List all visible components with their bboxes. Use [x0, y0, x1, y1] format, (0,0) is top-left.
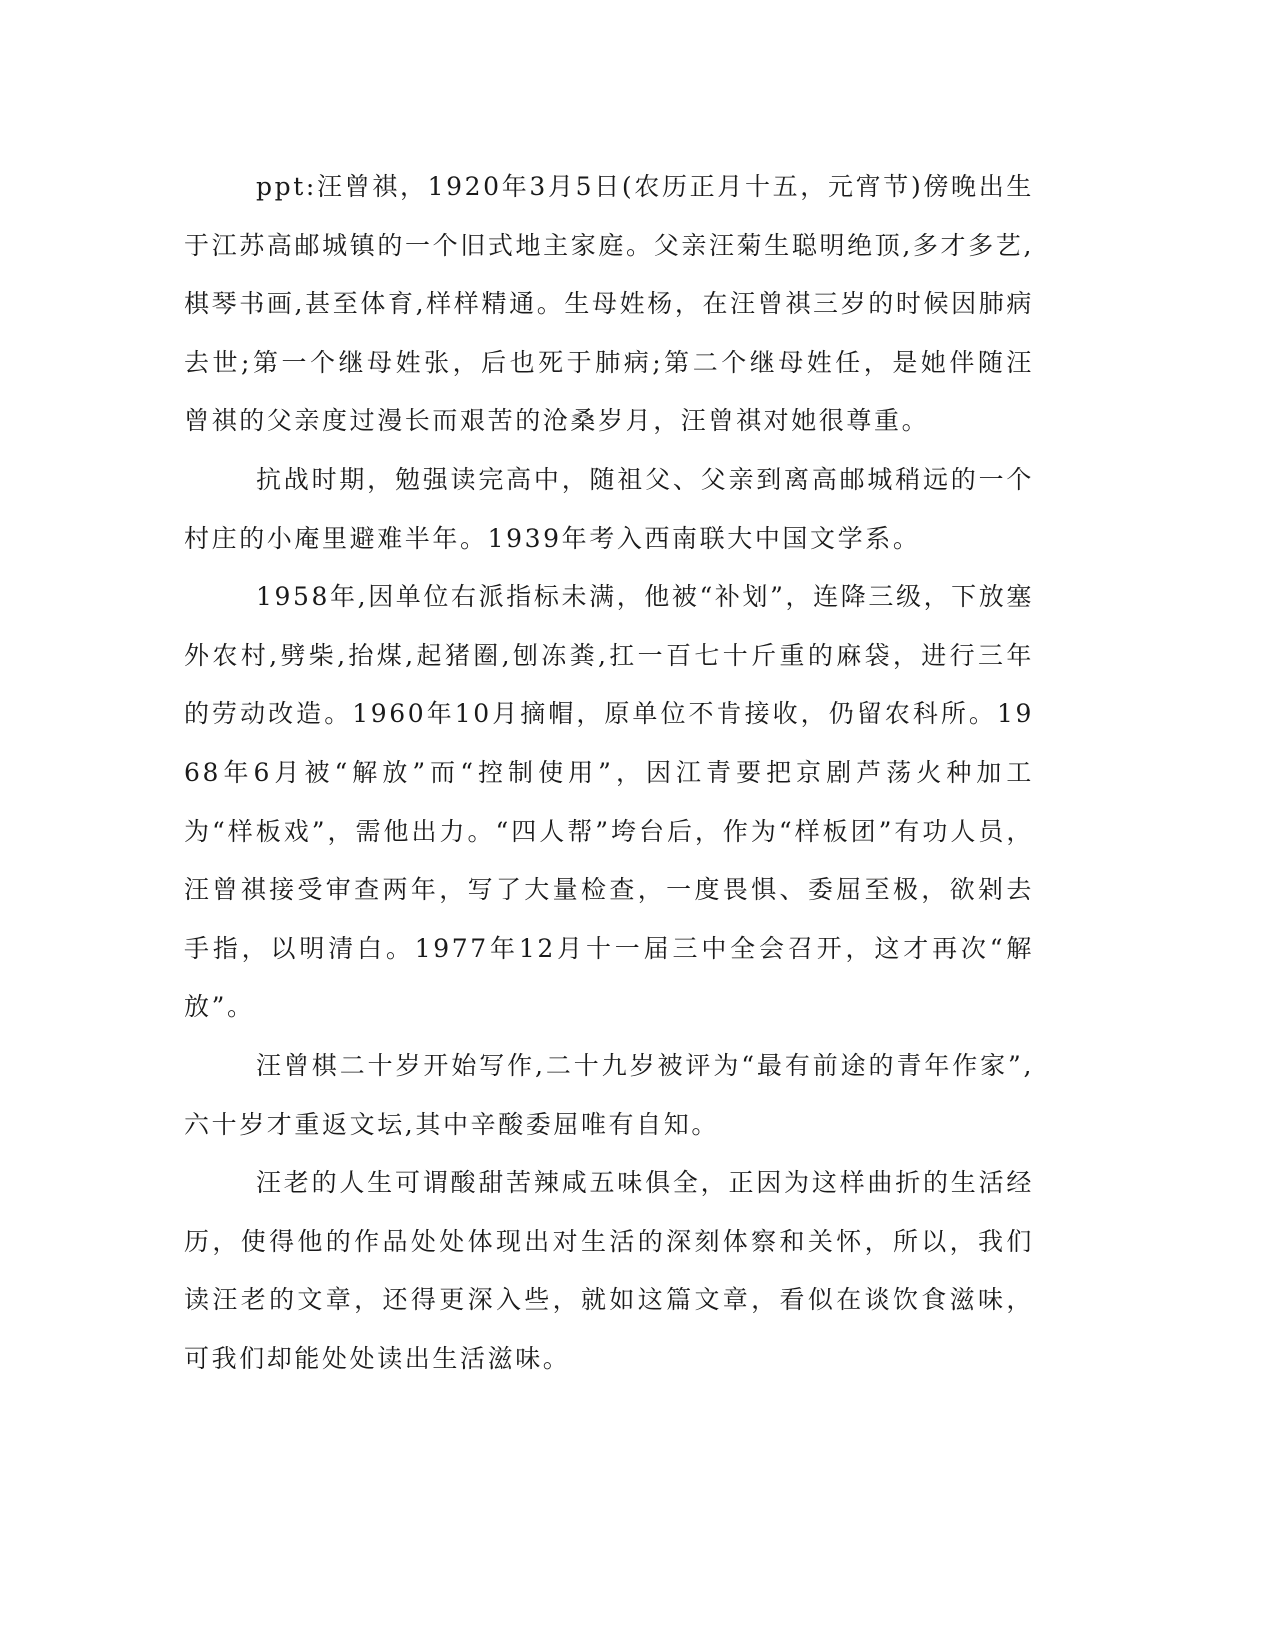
paragraph-writing-career: 汪曾棋二十岁开始写作,二十九岁被评为“最有前途的青年作家”,六十岁才重返文坛,其中辛酸委屈唯有自知。	[184, 1050, 1034, 1139]
paragraph-1958-events: 1958年,因单位右派指标未满，他被“补划”，连降三级，下放塞外农村,劈柴,抬煤,起猪圈,刨冻粪,扛一百七十斤重的麻袋，进行三年的劳动改造。1960年10月摘帽，原单位不肯接收，仍留农科所。1968年6月被“解放”而“控制使用”，因江青要把京剧芦荡火种加工为“样板戏”，需他出力。“四人帮”垮台后，作为“样板团”有功人员，汪曾祺接受审查两年，写了大量检查，一度畏惧、委屈至极，欲剁去手指，以明清白。1977年12月十一届三中全会召开，这才再次“解放”。	[184, 582, 1034, 1022]
paragraph-wartime: 抗战时期，勉强读完高中，随祖父、父亲到离高邮城稍远的一个村庄的小庵里避难半年。1939年考入西南联大中国文学系。	[184, 464, 1034, 553]
document-body	[184, 158, 1034, 1388]
paragraph-biography: ppt:汪曾祺，1920年3月5日(农历正月十五，元宵节)傍晚出生于江苏高邮城镇的一个旧式地主家庭。父亲汪菊生聪明绝顶,多才多艺,棋琴书画,甚至体育,样样精通。生母姓杨，在汪曾祺三岁的时候因肺病去世;第一个继母姓张，后也死于肺病;第二个继母姓任，是她伴随汪曾祺的父亲度过漫长而艰苦的沧桑岁月，汪曾祺对她很尊重。	[184, 172, 1034, 436]
paragraph-life-reflection: 汪老的人生可谓酸甜苦辣咸五味俱全，正因为这样曲折的生活经历，使得他的作品处处体现出对生活的深刻体察和关怀，所以，我们读汪老的文章，还得更深入些，就如这篇文章，看似在谈饮食滋味，可我们却能处处读出生活滋味。	[184, 1168, 1034, 1373]
